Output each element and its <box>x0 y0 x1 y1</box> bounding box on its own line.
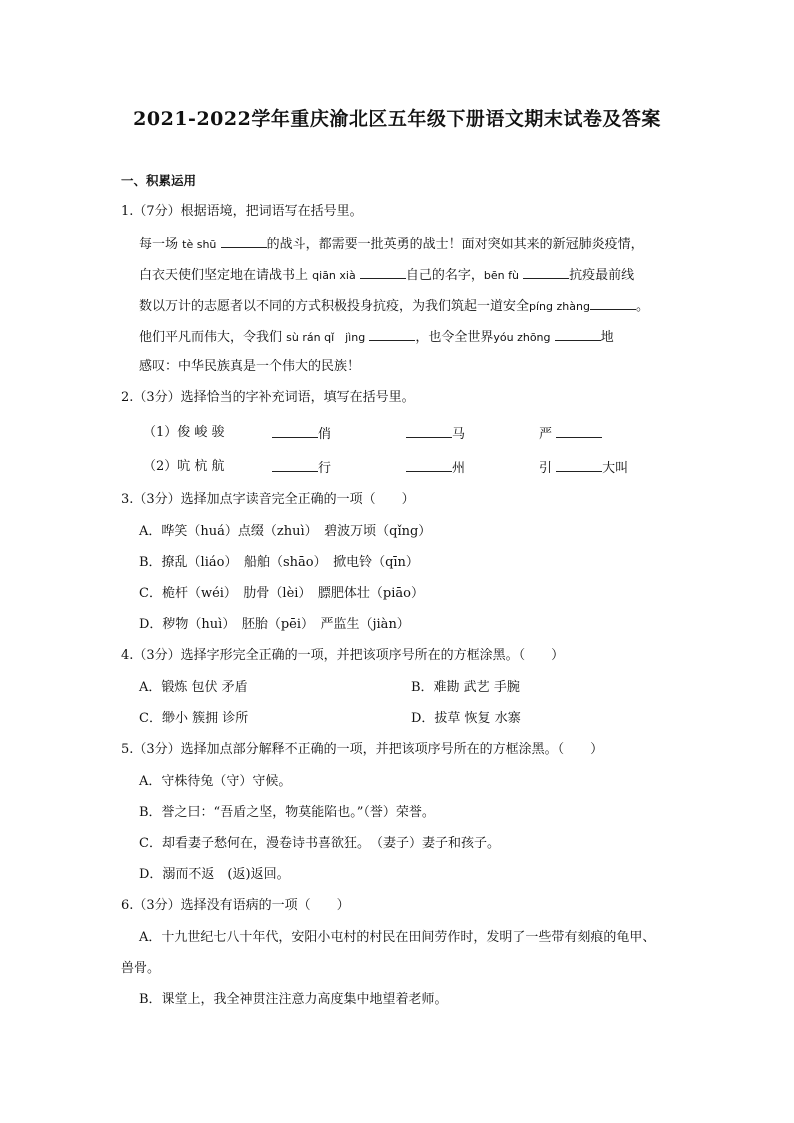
q1-line-3 <box>139 296 649 316</box>
answer-blank[interactable] <box>369 327 415 341</box>
pinyin: píng zhàng <box>529 300 590 313</box>
q2-row1-item2 <box>406 424 465 444</box>
q4-option-b[interactable]: B．难勘 武艺 手腕 <box>411 680 520 695</box>
q2-row1-item3 <box>539 424 602 444</box>
q3-option-a[interactable]: A．哗笑（huá）点缀（zhuì） 碧波万顷（qǐng） <box>139 524 432 539</box>
q2-row2-item2 <box>406 458 465 478</box>
q2-row1-label: （1）俊 峻 骏 <box>143 425 225 440</box>
answer-blank[interactable] <box>523 265 569 279</box>
q2-char: 引 <box>539 461 553 476</box>
q2-char: 严 <box>539 427 553 442</box>
q5-option-d[interactable]: D．溺而不返 (返)返回。 <box>139 867 290 882</box>
q2-char: 马 <box>452 427 466 442</box>
answer-blank[interactable] <box>555 327 601 341</box>
pinyin: bēn fù <box>483 269 519 282</box>
q1-text: 的战斗，都需要一批英勇的战士！面对突如其来的新冠肺炎疫情， <box>266 237 644 252</box>
q1-line-2 <box>139 265 634 285</box>
q1-text: 他们平凡而伟大，令我们 <box>139 330 283 345</box>
q5-stem: 5.（3分）选择加点部分解释不正确的一项，并把该项序号所在的方框涂黑。（ ） <box>121 742 604 757</box>
q1-text: 。 <box>635 299 649 314</box>
q1-line-5: 感叹：中华民族真是一个伟大的民族！ <box>139 359 361 374</box>
answer-blank[interactable] <box>221 234 267 248</box>
q4-stem: 4.（3分）选择字形完全正确的一项，并把该项序号所在的方框涂黑。（ ） <box>121 648 565 663</box>
q2-row2-label: （2）吭 杭 航 <box>143 459 225 474</box>
q2-char: 大叫 <box>602 461 629 476</box>
q2-char: 俏 <box>318 427 332 442</box>
q6-stem: 6.（3分）选择没有语病的一项（ ） <box>121 898 350 913</box>
q5-option-b[interactable]: B．誉之曰：“吾盾之坚，物莫能陷也。”（誉）荣誉。 <box>139 805 435 820</box>
q1-text: 每一场 <box>139 237 179 252</box>
q5-option-c[interactable]: C．却看妻子愁何在，漫卷诗书喜欲狂。 （妻子）妻子和孩子。 <box>139 836 500 851</box>
q4-option-d[interactable]: D．拔草 恢复 水寨 <box>411 711 521 726</box>
q1-text: 地 <box>600 330 614 345</box>
q2-stem: 2.（3分）选择恰当的字补充词语，填写在括号里。 <box>121 390 415 405</box>
q3-option-d[interactable]: D．秽物（huì） 胚胎（pēi） 严监生（jiàn） <box>139 617 410 632</box>
answer-blank[interactable] <box>406 458 452 472</box>
q2-row1-item1 <box>272 424 331 444</box>
section-heading: 一、积累运用 <box>121 173 197 188</box>
pinyin: yóu zhōng <box>493 331 551 344</box>
pinyin: qiān xià <box>312 269 356 282</box>
q1-text: 抗疫最前线 <box>569 268 635 283</box>
q2-char: 行 <box>318 461 332 476</box>
pinyin: tè shū <box>182 238 217 251</box>
answer-blank[interactable] <box>556 424 602 438</box>
answer-blank[interactable] <box>590 296 636 310</box>
q5-option-a[interactable]: A．守株待兔（守）守候。 <box>139 774 292 789</box>
answer-blank[interactable] <box>556 458 602 472</box>
q3-option-b[interactable]: B．撩乱（liáo） 船舶（shāo） 掀电铃（qīn） <box>139 555 419 570</box>
q1-text: 自己的名字， <box>405 268 484 283</box>
q2-row2-item1 <box>272 458 331 478</box>
q6-option-b[interactable]: B．课堂上，我全神贯注注意力高度集中地望着老师。 <box>139 992 448 1007</box>
q2-char: 州 <box>452 461 466 476</box>
q1-line-4 <box>139 327 614 347</box>
pinyin: sù rán qǐ jìng <box>286 331 366 344</box>
q1-text: ，也令全世界 <box>415 330 494 345</box>
page-title: 2021-2022学年重庆渝北区五年级下册语文期末试卷及答案 <box>133 108 661 130</box>
q4-option-a[interactable]: A．锻炼 包伏 矛盾 <box>139 680 248 695</box>
q3-option-c[interactable]: C．桅杆（wéi） 肋骨（lèi） 膘肥体壮（piāo） <box>139 586 424 601</box>
answer-blank[interactable] <box>406 424 452 438</box>
q1-text: 白衣天使们坚定地在请战书上 <box>139 268 309 283</box>
q6-option-a-cont[interactable]: 兽骨。 <box>121 961 161 976</box>
q1-line-1 <box>139 234 644 254</box>
q6-option-a[interactable]: A．十九世纪七八十年代，安阳小屯村的村民在田间劳作时，发明了一些带有刻痕的龟甲、 <box>139 930 656 945</box>
q1-stem: 1.（7分）根据语境，把词语写在括号里。 <box>121 204 363 219</box>
q3-stem: 3.（3分）选择加点字读音完全正确的一项（ ） <box>121 492 415 507</box>
q2-row2-item3 <box>539 458 628 478</box>
answer-blank[interactable] <box>360 265 406 279</box>
q4-option-c[interactable]: C．缈小 簇拥 诊所 <box>139 711 249 726</box>
answer-blank[interactable] <box>272 458 318 472</box>
answer-blank[interactable] <box>272 424 318 438</box>
q1-text: 数以万计的志愿者以不同的方式积极投身抗疫，为我们筑起一道安全 <box>139 299 530 314</box>
